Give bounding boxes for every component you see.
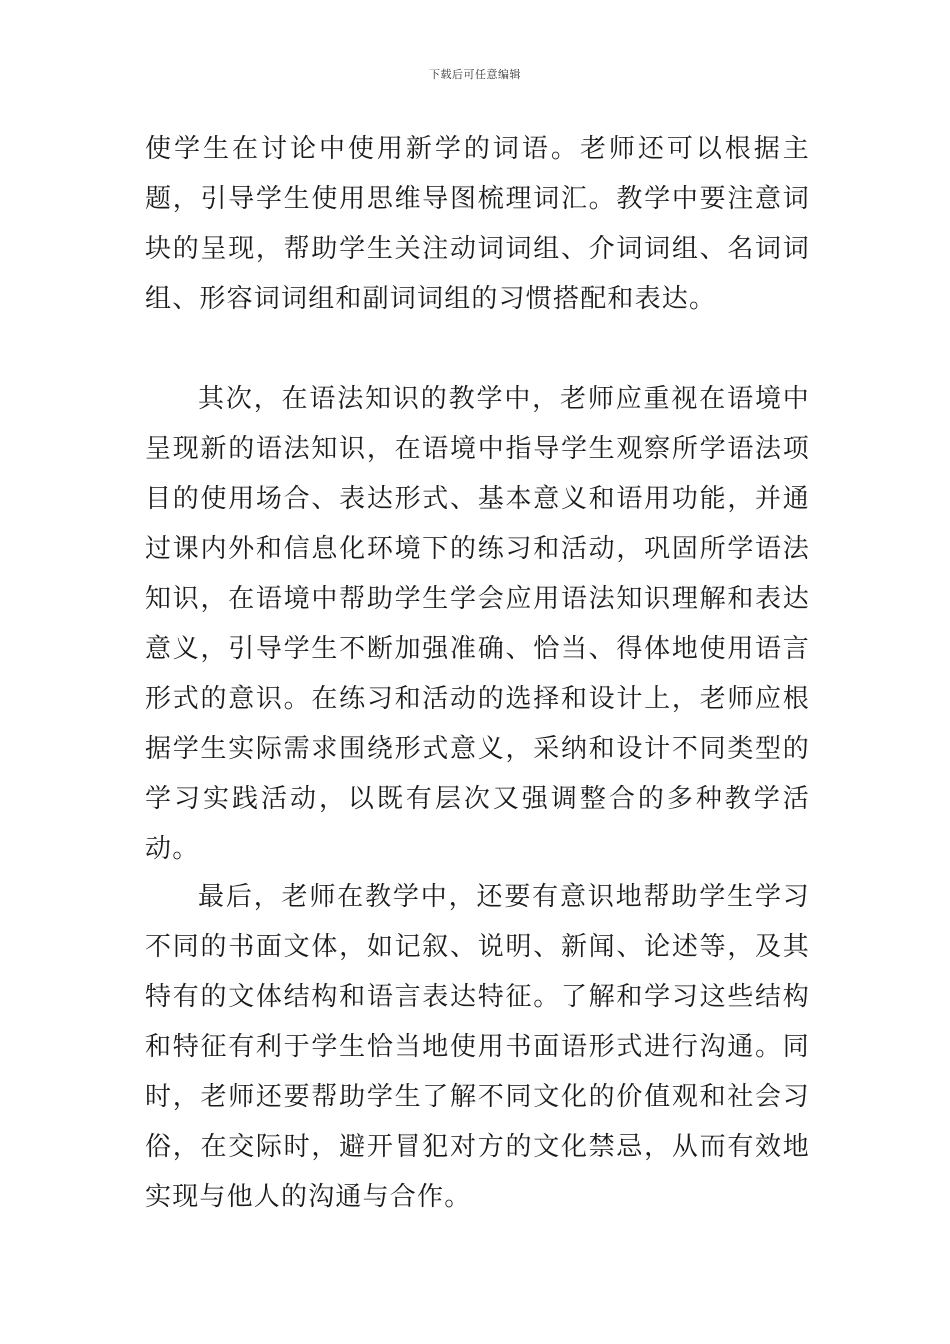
page-header: 下载后可任意编辑 [429, 68, 521, 81]
paragraph-written-genres: 最后，老师在教学中，还要有意识地帮助学生学习不同的书面文体，如记叙、说明、新闻、论述等，及其特有的文体结构和语言表达特征。了解和学习这些结构和特征有利于学生恰当地使用书面语形式进行沟通。同时，老师还要帮助学生了解不同文化的价值观和社会习俗，在交际时，避开冒犯对方的文化禁忌，从而有效地实现与他人的沟通与合作。 [145, 882, 810, 1212]
paragraph-vocabulary: 使学生在讨论中使用新学的词语。老师还可以根据主题，引导学生使用思维导图梳理词汇。教学中要注意词块的呈现，帮助学生关注动词词组、介词词组、名词词组、形容词词组和副词词组的习惯搭配和表达。 [145, 134, 810, 314]
paragraph-grammar: 其次，在语法知识的教学中，老师应重视在语境中呈现新的语法知识，在语境中指导学生观察所学语法项目的使用场合、表达形式、基本意义和语用功能，并通过课内外和信息化环境下的练习和活动，巩固所学语法知识，在语境中帮助学生学会应用语法知识理解和表达意义，引导学生不断加强准确、恰当、得体地使用语言形式的意识。在练习和活动的选择和设计上，老师应根据学生实际需求围绕形式意义，采纳和设计不同类型的学习实践活动，以既有层次又强调整合的多种教学活动。 [145, 384, 810, 864]
